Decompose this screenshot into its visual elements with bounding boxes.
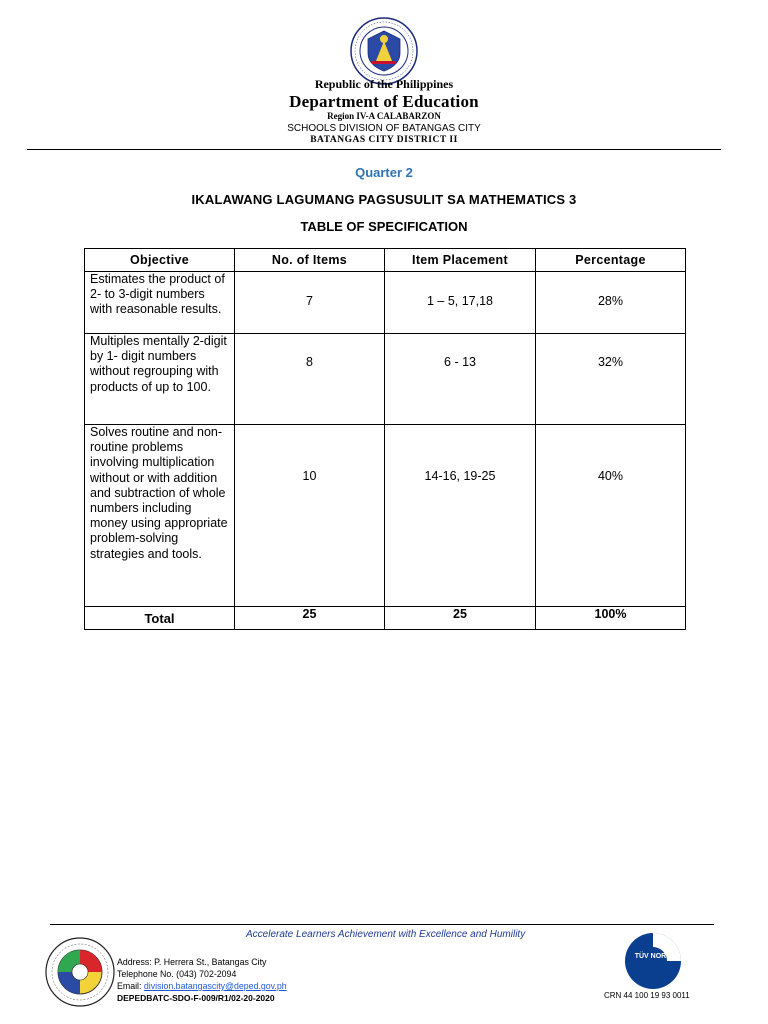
footer-telephone: Telephone No. (043) 702-2094: [117, 969, 237, 979]
footer-address: Address: P. Herrera St., Batangas City: [117, 957, 267, 967]
crn-number: CRN 44 100 19 93 0011: [604, 991, 690, 1000]
deped-seal-logo: [350, 17, 418, 85]
quarter-label: Quarter 2: [355, 165, 413, 180]
specification-table: [84, 248, 686, 630]
header-item-placement: Item Placement: [385, 249, 536, 272]
total-row: [85, 607, 686, 630]
objective-cell: Multiples mentally 2-digit by 1- digit numbers without regrouping with products of up to 100.: [85, 334, 235, 425]
tuv-brand-text: TÜV NORD: [634, 953, 672, 960]
items-cell: 8: [306, 355, 313, 369]
header-percentage: Percentage: [536, 249, 686, 272]
email-label: Email:: [117, 981, 144, 991]
email-link[interactable]: division.batangascity@deped.gov.ph: [143, 981, 287, 991]
document-subtitle: TABLE OF SPECIFICATION: [300, 219, 468, 234]
tuv-nord-iso-logo: [604, 930, 702, 992]
placement-cell: 6 - 13: [444, 355, 476, 369]
placement-cell: 14-16, 19-25: [424, 469, 496, 483]
form-code: DEPEDBATC-SDO-F-009/R1/02-20-2020: [117, 993, 275, 1003]
items-cell: 10: [302, 469, 317, 483]
header-divider: [27, 149, 721, 150]
division-heading: SCHOOLS DIVISION OF BATANGAS CITY: [287, 123, 481, 134]
total-placement: 25: [385, 607, 536, 630]
exam-title: IKALAWANG LAGUMANG PAGSUSULIT SA MATHEMATICS 3: [191, 192, 577, 207]
footer-divider: [50, 924, 714, 925]
republic-heading: Republic of the Philippines: [314, 77, 454, 91]
header-no-of-items: No. of Items: [235, 249, 385, 272]
region-heading: Region IV-A CALABARZON: [327, 111, 441, 121]
total-percentage: 100%: [536, 607, 686, 630]
total-items: 25: [235, 607, 385, 630]
table-row: [85, 272, 686, 334]
items-cell: 7: [306, 294, 313, 308]
district-heading: BATANGAS CITY DISTRICT II: [310, 135, 458, 145]
table-header-row: [85, 249, 686, 272]
percentage-cell: 32%: [597, 355, 624, 369]
sdo-batangas-logo: [44, 936, 116, 1008]
table-row: [85, 425, 686, 607]
percentage-cell: 40%: [597, 469, 624, 483]
total-label: Total: [85, 607, 235, 630]
percentage-cell: 28%: [597, 294, 624, 308]
table-row: [85, 334, 686, 425]
objective-cell: Estimates the product of 2- to 3-digit numbers with reasonable results.: [85, 272, 235, 334]
footer-email-line: [117, 981, 287, 991]
objective-cell: Solves routine and non-routine problems involving multiplication without or with addition and subtraction of whole numbers including money using appropriate problem-solving strategies and tools.: [85, 425, 235, 607]
placement-cell: 1 – 5, 17,18: [426, 294, 494, 308]
header-objective: Objective: [85, 249, 235, 272]
department-heading: Department of Education: [289, 92, 479, 111]
motto-text: Accelerate Learners Achievement with Excellence and Humility: [246, 929, 526, 940]
